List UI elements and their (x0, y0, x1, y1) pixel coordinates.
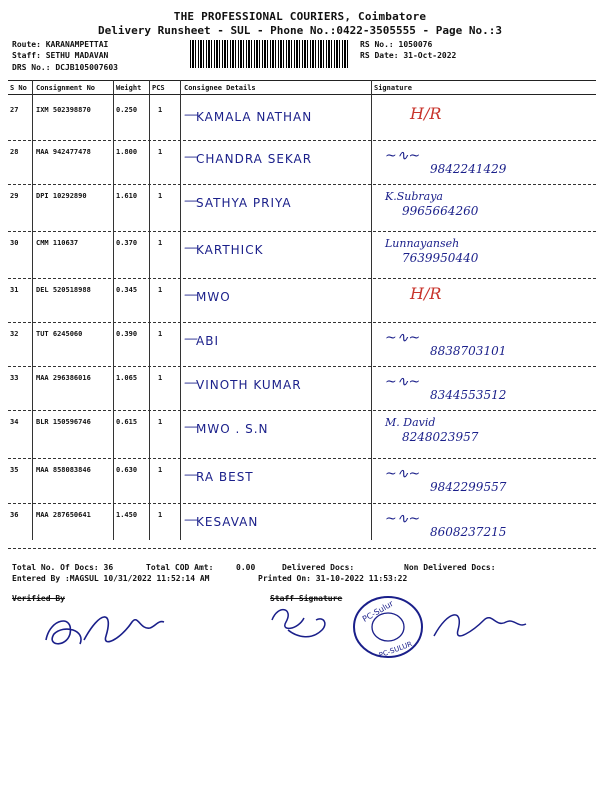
row-signature: Lunnayanseh (385, 237, 460, 250)
row-consignee-name: KESAVAN (196, 515, 259, 529)
row-weight: 0.630 (116, 466, 138, 474)
rs-no-label: RS No.: (360, 40, 394, 49)
row-consignment-no: CMM 110637 (36, 239, 79, 247)
row-consignment-no: MAA 858083846 (36, 466, 91, 474)
rs-no-row (360, 40, 432, 49)
row-divider (8, 366, 596, 367)
row-divider (8, 231, 596, 232)
consignee-dash-mark: — (184, 240, 198, 256)
row-consignee-name: MWO (196, 290, 231, 304)
row-signature-scribble: ~∿~ (385, 374, 421, 390)
printed-on: Printed On: 31-10-2022 11:53:22 (258, 574, 408, 583)
total-cod-label: Total COD Amt: (146, 563, 214, 572)
total-docs: Total No. Of Docs: 36 (12, 563, 114, 572)
rs-no-value: 1050076 (398, 40, 433, 49)
row-phone: 8344553512 (430, 388, 507, 402)
row-phone: 8838703101 (430, 344, 507, 358)
rs-date-value: 31-Oct-2022 (403, 51, 457, 60)
row-phone: 9965664260 (402, 204, 479, 218)
total-cod-value: 0.00 (236, 563, 256, 572)
row-consignment-no: BLR 150596746 (36, 418, 91, 426)
row-consignment-no: MAA 296386016 (36, 374, 91, 382)
row-sno: 27 (10, 106, 19, 114)
row-consignee-name: MWO . S.N (196, 422, 269, 436)
stamp-top-text: PC-Sulur (360, 599, 395, 624)
rs-date-row (360, 51, 456, 60)
staff-label: Staff: (12, 51, 41, 60)
row-weight: 1.450 (116, 511, 138, 519)
row-consignee-name: CHANDRA SEKAR (196, 152, 313, 166)
row-pcs: 1 (158, 374, 163, 382)
col-divider (113, 80, 114, 540)
row-sno: 28 (10, 148, 19, 156)
route-row (12, 40, 108, 49)
row-consignee-name: VINOTH KUMAR (196, 378, 302, 392)
row-divider (8, 184, 596, 185)
consignee-dash-mark: — (184, 193, 198, 209)
consignee-dash-mark: — (184, 467, 198, 483)
row-divider (8, 548, 596, 549)
consignee-dash-mark: — (184, 149, 198, 165)
route-value: KARANAMPETTAI (45, 40, 109, 49)
row-signature-scribble: ~∿~ (385, 330, 421, 346)
row-sno: 35 (10, 466, 19, 474)
consignee-dash-mark: — (184, 375, 198, 391)
row-consignee-name: SATHYA PRIYA (196, 196, 292, 210)
row-weight: 0.615 (116, 418, 138, 426)
row-pcs: 1 (158, 466, 163, 474)
row-consignment-no: MAA 287650641 (36, 511, 91, 519)
row-sno: 33 (10, 374, 19, 382)
col-pcs: PCS (152, 84, 165, 92)
stamp-signature (430, 600, 530, 650)
consignee-dash-mark: — (184, 331, 198, 347)
row-pcs: 1 (158, 192, 163, 200)
consignee-dash-mark: — (184, 419, 198, 435)
entered-by: Entered By :MAGSUL 10/31/2022 11:52:14 AM (12, 574, 210, 583)
document-subtitle: Delivery Runsheet - SUL - Phone No.:0422-3505555 - Page No.:3 (98, 24, 502, 37)
row-phone: 9842299557 (430, 480, 507, 494)
col-divider (371, 80, 372, 540)
row-weight: 1.610 (116, 192, 138, 200)
table-header-rule (8, 94, 596, 95)
row-signature: H/R (410, 284, 442, 303)
row-weight: 0.345 (116, 286, 138, 294)
row-sno: 32 (10, 330, 19, 338)
row-signature-scribble: ~∿~ (385, 148, 421, 164)
row-consignee-name: ABI (196, 334, 219, 348)
route-label: Route: (12, 40, 41, 49)
row-signature: K.Subraya (385, 190, 443, 203)
pc-sulur-stamp (350, 595, 430, 665)
rs-date-label: RS Date: (360, 51, 399, 60)
row-pcs: 1 (158, 239, 163, 247)
delivered-docs: Delivered Docs: (282, 563, 355, 572)
row-consignee-name: KAMALA NATHAN (196, 110, 313, 124)
row-phone: 7639950440 (402, 251, 479, 265)
row-pcs: 1 (158, 511, 163, 519)
row-pcs: 1 (158, 330, 163, 338)
row-consignee-name: RA BEST (196, 470, 254, 484)
col-signature: Signature (374, 84, 412, 92)
row-divider (8, 410, 596, 411)
row-signature: M. David (385, 416, 436, 429)
row-weight: 0.370 (116, 239, 138, 247)
row-signature: H/R (410, 104, 442, 123)
col-consignment: Consignment No (36, 84, 96, 92)
row-sno: 30 (10, 239, 19, 247)
col-divider (180, 80, 181, 540)
row-phone: 8608237215 (430, 525, 507, 539)
row-consignment-no: TUT 6245060 (36, 330, 83, 338)
verified-by: Verified By (12, 594, 65, 603)
staff-row (12, 51, 108, 60)
table-top-rule (8, 80, 596, 81)
col-sno: S No (10, 84, 27, 92)
drs-row (12, 63, 118, 72)
row-divider (8, 278, 596, 279)
row-consignment-no: DPI 10292890 (36, 192, 87, 200)
row-divider (8, 140, 596, 141)
row-consignment-no: MAA 942477478 (36, 148, 91, 156)
row-consignment-no: IXM 502398870 (36, 106, 91, 114)
row-phone: 8248023957 (402, 430, 479, 444)
row-sno: 31 (10, 286, 19, 294)
staff-value: SETHU MADAVAN (45, 51, 109, 60)
row-consignment-no: DEL 520518988 (36, 286, 91, 294)
consignee-dash-mark: — (184, 287, 198, 303)
document-title: THE PROFESSIONAL COURIERS, Coimbatore (173, 10, 427, 23)
barcode (190, 40, 350, 68)
non-delivered-docs: Non Delivered Docs: (404, 563, 496, 572)
col-divider (32, 80, 33, 540)
row-divider (8, 322, 596, 323)
row-consignee-name: KARTHICK (196, 243, 264, 257)
consignee-dash-mark: — (184, 107, 198, 123)
row-weight: 1.065 (116, 374, 138, 382)
drs-value: DCJB105007603 (55, 63, 118, 72)
row-divider (8, 458, 596, 459)
row-weight: 0.390 (116, 330, 138, 338)
row-signature-scribble: ~∿~ (385, 466, 421, 482)
row-phone: 9842241429 (430, 162, 507, 176)
row-signature-scribble: ~∿~ (385, 511, 421, 527)
row-pcs: 1 (158, 106, 163, 114)
row-sno: 29 (10, 192, 19, 200)
staff-signature-label: Staff Signature (270, 594, 343, 603)
row-sno: 34 (10, 418, 19, 426)
staff-signature (268, 600, 348, 650)
col-weight: Weight (116, 84, 142, 92)
row-weight: 0.250 (116, 106, 138, 114)
verifier-signature (40, 600, 170, 660)
row-pcs: 1 (158, 418, 163, 426)
consignee-dash-mark: — (184, 512, 198, 528)
row-pcs: 1 (158, 148, 163, 156)
row-divider (8, 503, 596, 504)
row-weight: 1.800 (116, 148, 138, 156)
col-divider (149, 80, 150, 540)
col-details: Consignee Details (184, 84, 256, 92)
drs-label: DRS No.: (12, 63, 51, 72)
row-sno: 36 (10, 511, 19, 519)
row-pcs: 1 (158, 286, 163, 294)
stamp-bottom-text: PC-SULUR (377, 640, 414, 660)
